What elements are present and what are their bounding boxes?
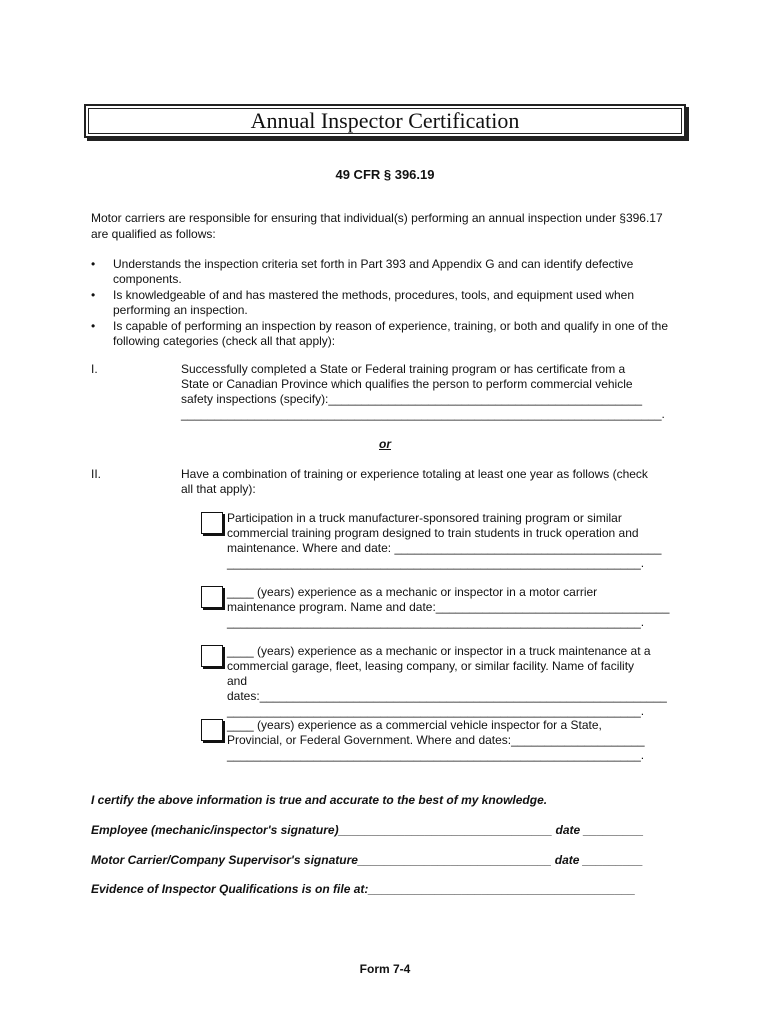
years-field[interactable]: ____ (years) experience as a mechanic or inspector in a motor carrier: [227, 585, 598, 599]
facility-dates-field[interactable]: ______________________________________________________________.: [227, 704, 645, 718]
name-date-field[interactable]: maintenance program. Name and date:___________________________________: [227, 600, 670, 614]
qualification-list: [91, 257, 691, 350]
facility-dates-field[interactable]: and dates:_____________________________________________________________: [227, 674, 667, 703]
motor-carrier-experience-checkbox[interactable]: [201, 586, 223, 608]
years-field[interactable]: ____ (years) experience as a commercial vehicle inspector for a State,: [227, 718, 602, 732]
list-item: • Understands the inspection criteria set forth in Part 393 and Appendix G and can identify defective components.: [91, 257, 691, 287]
section-one-specify-field[interactable]: safety inspections (specify):_______________________________________________: [181, 392, 643, 406]
supervisor-signature-field[interactable]: Motor Carrier/Company Supervisor's signature_____________________________ date _________: [91, 853, 643, 867]
section-one-line: Successfully completed a State or Federal training program or has certificate from a: [181, 362, 626, 376]
list-item: • Is knowledgeable of and has mastered the methods, procedures, tools, and equipment used when performing an inspection.: [91, 288, 691, 318]
regulation-reference: 49 CFR § 396.19: [335, 167, 435, 182]
option-line: commercial garage, fleet, leasing company, or similar facility. Name of facility: [227, 659, 635, 673]
government-inspector-checkbox[interactable]: [201, 719, 223, 741]
option-line: Participation in a truck manufacturer-sponsored training program or similar: [227, 511, 622, 525]
where-date-field[interactable]: maintenance. Where and date: ________________________________________: [227, 541, 662, 555]
section-one-line: State or Canadian Province which qualifies the person to perform commercial vehicle: [181, 377, 633, 391]
where-dates-field[interactable]: Provincial, or Federal Government. Where and dates:____________________: [227, 733, 645, 747]
years-field[interactable]: ____ (years) experience as a mechanic or inspector in a truck maintenance at a: [227, 644, 651, 658]
option-line: commercial training program designed to train students in truck operation and: [227, 526, 639, 540]
training-program-option: [227, 511, 682, 571]
qualifications-location-field[interactable]: Evidence of Inspector Qualifications is on file at:________________________________________: [91, 882, 636, 896]
section-one-text: [181, 362, 681, 422]
or-separator: or: [379, 437, 391, 451]
form-number: Form 7-4: [359, 962, 411, 976]
list-item: • Is capable of performing an inspection by reason of experience, training, or both and qualify in one of the following categories (check all that apply):: [91, 319, 691, 349]
intro-paragraph: Motor carriers are responsible for ensuring that individual(s) performing an annual inspection under §396.17 are qualified as follows:: [91, 211, 663, 241]
where-date-field[interactable]: ______________________________________________________________.: [227, 556, 645, 570]
employee-signature-field[interactable]: Employee (mechanic/inspector's signature)________________________________ date _________: [91, 823, 644, 837]
section-two-line: all that apply):: [181, 482, 256, 496]
section-two-numeral: II.: [91, 467, 102, 481]
certification-statement: I certify the above information is true and accurate to the best of my knowledge.: [91, 793, 548, 807]
training-program-checkbox[interactable]: [201, 512, 223, 534]
section-one-specify-field[interactable]: ________________________________________________________________________.: [181, 407, 665, 421]
where-dates-field[interactable]: ______________________________________________________________.: [227, 748, 645, 762]
section-two-text: [181, 467, 681, 497]
section-two-line: Have a combination of training or experience totaling at least one year as follows (check: [181, 467, 648, 481]
commercial-garage-experience-option: [227, 644, 682, 719]
section-one-numeral: I.: [91, 362, 98, 376]
page-title: Annual Inspector Certification: [250, 108, 520, 133]
commercial-garage-experience-checkbox[interactable]: [201, 645, 223, 667]
title-box: [84, 104, 686, 138]
government-inspector-option: [227, 718, 682, 763]
motor-carrier-experience-option: [227, 585, 682, 630]
name-date-field[interactable]: ______________________________________________________________.: [227, 615, 645, 629]
